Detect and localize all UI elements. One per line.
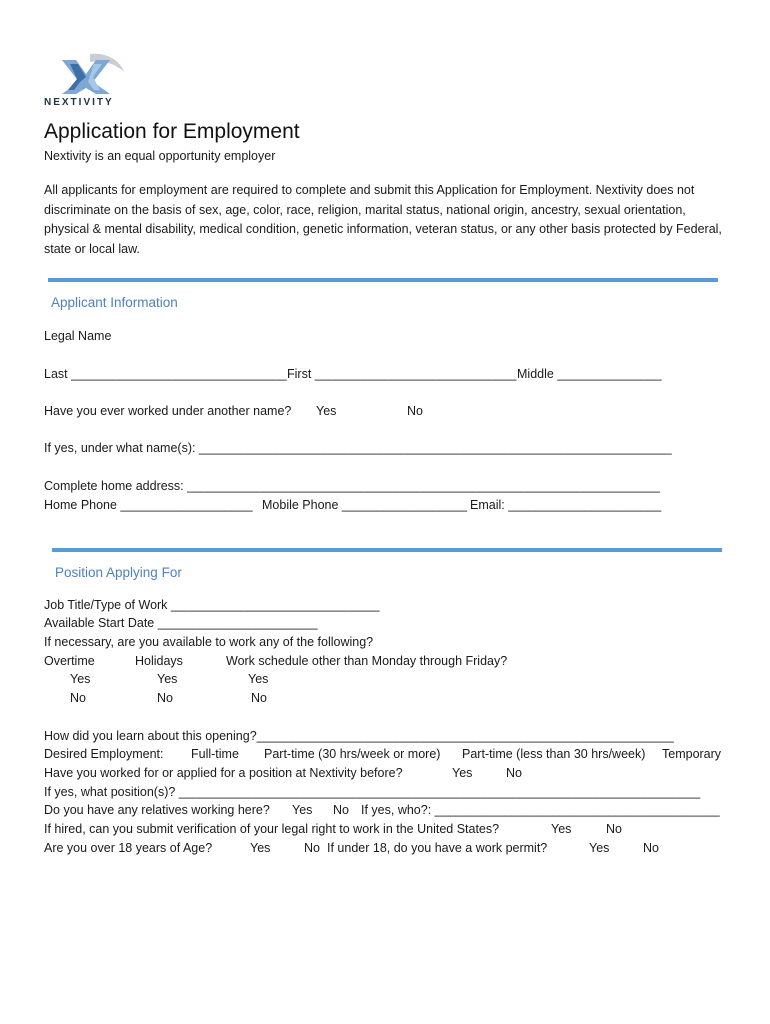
worked-before-no-option[interactable]: No [506, 766, 522, 780]
schedule-no-option[interactable]: No [251, 691, 267, 705]
intro-paragraph: All applicants for employment are required to complete and submit this Application for Employment. Nextivity does not discriminate on the basis of sex, age, color, race, religion, marital status, national origin, ancestry, sexual orientation, physical & mental disability, medical condition, genetic information, veteran status, or any other basis protected by Federal, state or local law. [44, 183, 722, 256]
learn-opening-field[interactable]: How did you learn about this opening?____________________________________________________________ [44, 729, 674, 743]
page-title: Application for Employment [44, 120, 300, 143]
work-permit-no-option[interactable]: No [643, 841, 659, 855]
brand-wordmark: NEXTIVITY [44, 97, 114, 108]
other-name-no-option[interactable]: No [407, 404, 423, 418]
desired-employment-label: Desired Employment: [44, 747, 164, 761]
holidays-no-option[interactable]: No [157, 691, 173, 705]
relatives-question: Do you have any relatives working here? [44, 803, 270, 817]
temporary-option[interactable]: Temporary [662, 747, 722, 761]
overtime-yes-option[interactable]: Yes [70, 672, 91, 686]
section-heading-position: Position Applying For [55, 565, 182, 580]
relatives-yes-option[interactable]: Yes [292, 803, 313, 817]
overtime-no-option[interactable]: No [70, 691, 86, 705]
legal-name-label: Legal Name [44, 329, 112, 343]
work-permit-question: If under 18, do you have a work permit? [327, 841, 548, 855]
availability-question: If necessary, are you available to work any of the following? [44, 635, 374, 649]
overtime-label: Overtime [44, 654, 95, 668]
worked-before-question: Have you worked for or applied for a position at Nextivity before? [44, 766, 403, 780]
middle-name-field[interactable]: Middle _______________ [517, 367, 662, 381]
over-18-yes-option[interactable]: Yes [250, 841, 271, 855]
relatives-who-field[interactable]: If yes, who?: _________________________________________ [361, 803, 720, 817]
section-divider [52, 548, 722, 552]
start-date-field[interactable]: Available Start Date _______________________ [44, 616, 318, 630]
worked-before-yes-option[interactable]: Yes [452, 766, 473, 780]
holidays-label: Holidays [135, 654, 183, 668]
section-divider [48, 278, 718, 282]
page-subtitle: Nextivity is an equal opportunity employer [44, 149, 276, 163]
schedule-label: Work schedule other than Monday through Friday? [226, 654, 508, 668]
verification-yes-option[interactable]: Yes [551, 822, 572, 836]
section-heading-applicant: Applicant Information [51, 295, 178, 310]
first-name-field[interactable]: First _____________________________ [287, 367, 517, 381]
part-time-less-option[interactable]: Part-time (less than 30 hrs/week) [462, 747, 646, 761]
other-name-question: Have you ever worked under another name? [44, 404, 292, 418]
relatives-no-option[interactable]: No [333, 803, 349, 817]
mobile-phone-field[interactable]: Mobile Phone __________________ [262, 498, 468, 512]
email-field[interactable]: Email: ______________________ [470, 498, 662, 512]
previous-position-field[interactable]: If yes, what position(s)? ___________________________________________________________________________ [44, 785, 701, 799]
last-name-field[interactable]: Last _______________________________ [44, 367, 287, 381]
other-names-field[interactable]: If yes, under what name(s): ____________________________________________________________________ [44, 441, 672, 455]
job-title-field[interactable]: Job Title/Type of Work ______________________________ [44, 598, 380, 612]
home-phone-field[interactable]: Home Phone ___________________ [44, 498, 253, 512]
holidays-yes-option[interactable]: Yes [157, 672, 178, 686]
full-time-option[interactable]: Full-time [191, 747, 239, 761]
part-time-30-option[interactable]: Part-time (30 hrs/week or more) [264, 747, 441, 761]
over-18-question: Are you over 18 years of Age? [44, 841, 213, 855]
work-permit-yes-option[interactable]: Yes [589, 841, 610, 855]
home-address-field[interactable]: Complete home address: ____________________________________________________________________ [44, 479, 660, 493]
schedule-yes-option[interactable]: Yes [248, 672, 269, 686]
verification-no-option[interactable]: No [606, 822, 622, 836]
work-verification-question: If hired, can you submit verification of your legal right to work in the United States? [44, 822, 500, 836]
over-18-no-option[interactable]: No [304, 841, 320, 855]
other-name-yes-option[interactable]: Yes [316, 404, 337, 418]
